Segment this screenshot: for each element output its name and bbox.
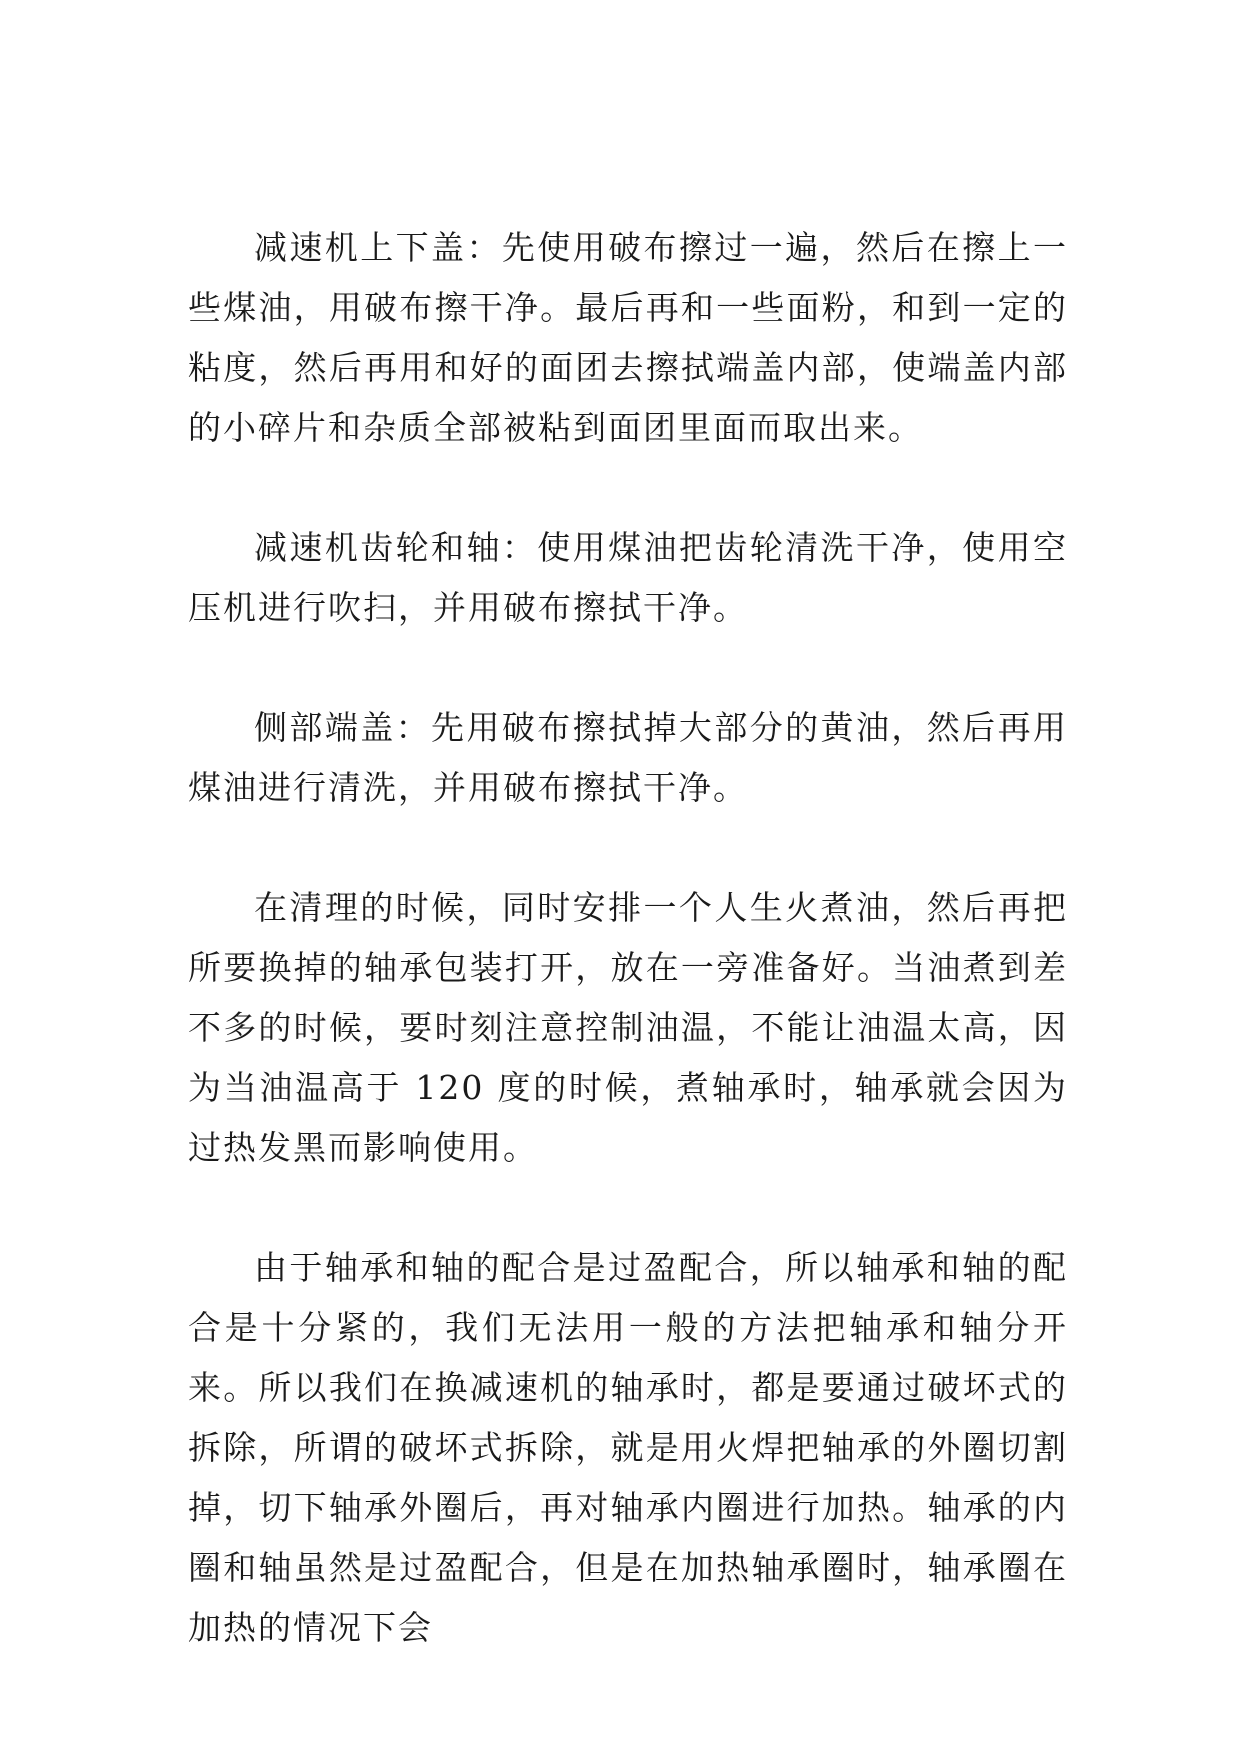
document-body <box>188 218 1068 1658</box>
paragraph-boiling-oil: 在清理的时候，同时安排一个人生火煮油，然后再把所要换掉的轴承包装打开，放在一旁准备好。当油煮到差不多的时候，要时刻注意控制油温，不能让油温太高，因为当油温高于 120 度的时候，煮轴承时，轴承就会因为过热发黑而影响使用。 <box>188 888 1068 1167</box>
paragraph-side-end-cover: 侧部端盖：先用破布擦拭掉大部分的黄油，然后再用煤油进行清洗，并用破布擦拭干净。 <box>188 708 1068 807</box>
paragraph-bearing-removal: 由于轴承和轴的配合是过盈配合，所以轴承和轴的配合是十分紧的，我们无法用一般的方法把轴承和轴分开来。所以我们在换减速机的轴承时，都是要通过破坏式的拆除，所谓的破坏式拆除，就是用火焊把轴承的外圈切割掉，切下轴承外圈后，再对轴承内圈进行加热。轴承的内圈和轴虽然是过盈配合，但是在加热轴承圈时，轴承圈在加热的情况下会 <box>188 1248 1068 1647</box>
paragraph-gearbox-covers: 减速机上下盖：先使用破布擦过一遍，然后在擦上一些煤油，用破布擦干净。最后再和一些面粉，和到一定的粘度，然后再用和好的面团去擦拭端盖内部，使端盖内部的小碎片和杂质全部被粘到面团里面而取出来。 <box>188 228 1068 447</box>
paragraph-gears-and-shaft: 减速机齿轮和轴：使用煤油把齿轮清洗干净，使用空压机进行吹扫，并用破布擦拭干净。 <box>188 528 1068 627</box>
